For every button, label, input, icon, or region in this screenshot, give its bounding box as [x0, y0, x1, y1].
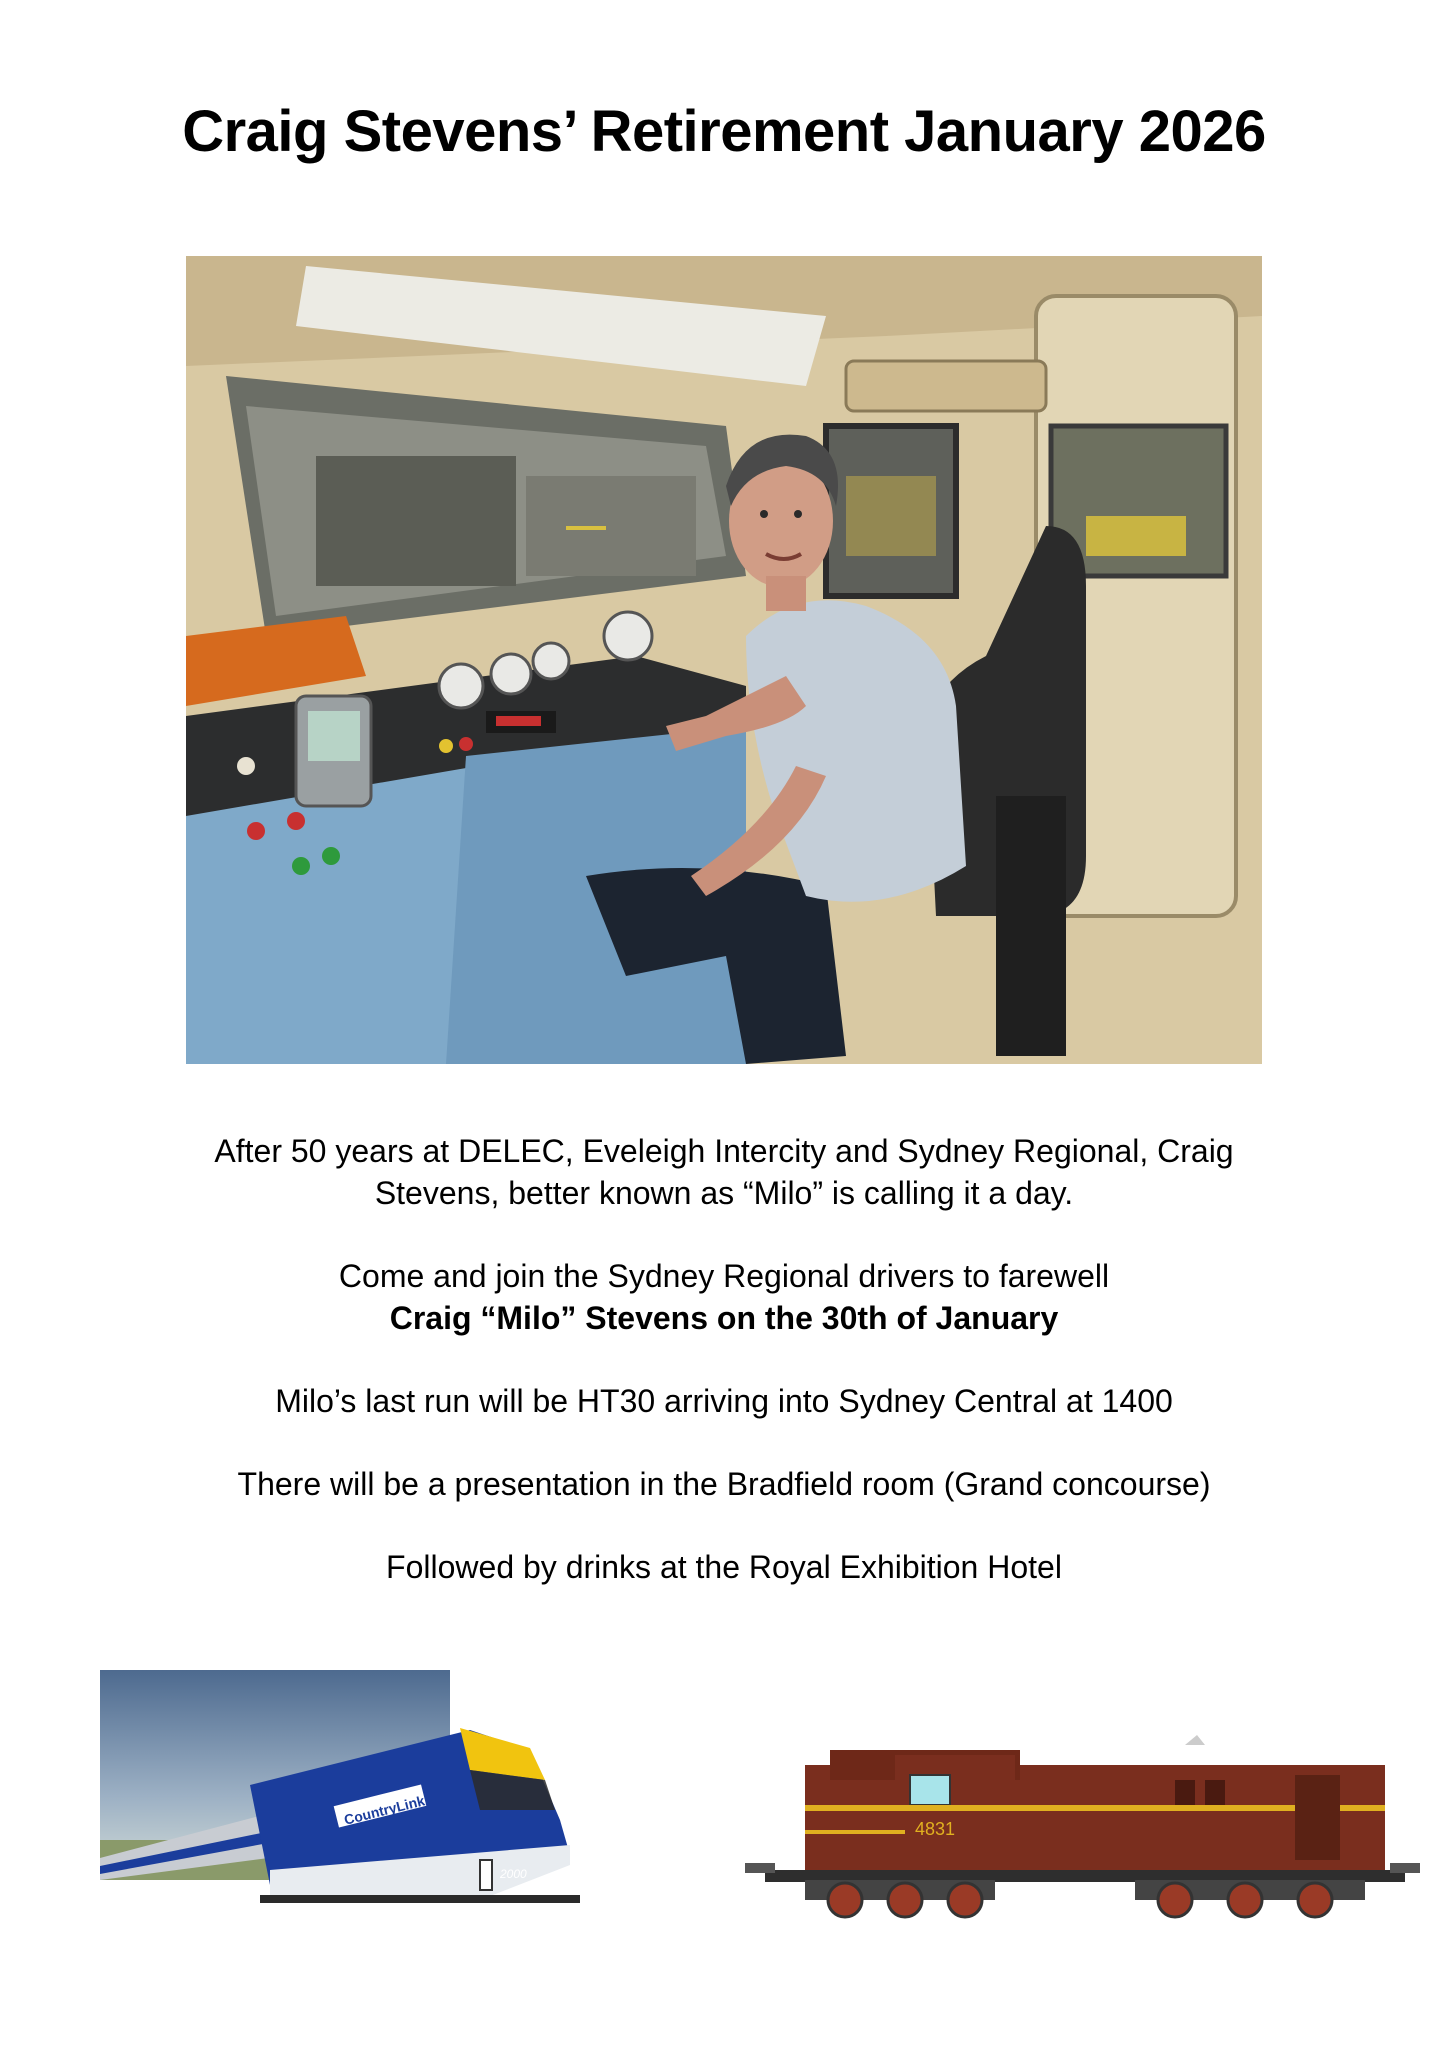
- xpt-brand-label: CountryLink: [342, 1792, 427, 1828]
- xpt-number-label: 2000: [500, 1867, 527, 1881]
- page-title: Craig Stevens’ Retirement January 2026: [182, 99, 1266, 164]
- intro-line-2: Stevens, better known as “Milo” is calling it a day.: [374, 1175, 1074, 1211]
- event-details: [0, 1130, 1448, 1629]
- paragraph-drinks: Followed by drinks at the Royal Exhibition Hotel: [386, 1549, 1062, 1585]
- paragraph-intro: [0, 1130, 1448, 1214]
- locomotive-4831-image: [735, 1735, 1425, 1920]
- paragraph-presentation: There will be a presentation in the Bradfield room (Grand concourse): [237, 1466, 1211, 1502]
- loco-number-label: 4831: [915, 1819, 956, 1839]
- invite-line-1: Come and join the Sydney Regional drivers to farewell: [338, 1258, 1110, 1294]
- paragraph-invite: [0, 1255, 1448, 1339]
- intro-line-1: After 50 years at DELEC, Eveleigh Intercity and Sydney Regional, Craig: [214, 1133, 1234, 1169]
- invite-line-2-bold: Craig “Milo” Stevens on the 30th of January: [389, 1300, 1059, 1336]
- paragraph-last-run: Milo’s last run will be HT30 arriving into Sydney Central at 1400: [275, 1383, 1173, 1419]
- xpt-train-image: [100, 1670, 600, 1930]
- driver-cab-photo: [186, 256, 1262, 1064]
